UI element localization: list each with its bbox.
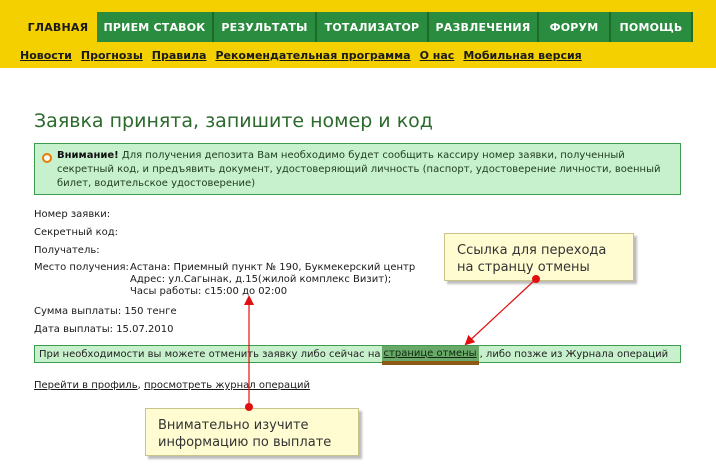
tab-bets[interactable]: ПРИЕМ СТАВОК (97, 12, 214, 42)
place-label: Место получения: (34, 262, 129, 273)
profile-links (34, 380, 310, 391)
tab-entertainment[interactable]: РАЗВЛЕЧЕНИЯ (429, 12, 539, 42)
tab-help[interactable]: ПОМОЩЬ (611, 12, 693, 42)
tab-totalizator[interactable]: ТОТАЛИЗАТОР (317, 12, 429, 42)
tab-results[interactable]: РЕЗУЛЬТАТЫ (214, 12, 317, 42)
tab-main[interactable]: ГЛАВНАЯ (19, 12, 97, 42)
amount-text: Сумма выплаты: 150 тенге (34, 305, 177, 317)
place-line-hours: Часы работы: с15:00 до 02:00 (130, 286, 288, 297)
main-tabs (19, 12, 693, 42)
field-date (34, 320, 415, 338)
notice-body: Для получения депозита Вам необходимо будет сообщить кассиру номер заявки, полученный секретный код, и предъявить документ, удостоверяющий личность (паспорт, удостоверение личности, военный билет, водительское удостоверение) (57, 150, 661, 189)
cancel-page-link[interactable]: странице отмены (383, 347, 477, 359)
payout-hint-callout: Внимательно изучите информацию по выплате (145, 408, 359, 456)
profile-links-separator: , (137, 380, 144, 391)
field-secret-code (34, 223, 415, 241)
secret-code-label: Секретный код: (34, 226, 119, 238)
go-to-profile-link[interactable]: Перейти в профиль (34, 380, 138, 391)
sublink-predictions[interactable]: Прогнозы (80, 49, 143, 62)
recipient-label: Получатель: (34, 244, 100, 256)
sublink-referral-program[interactable]: Рекомендательная программа (215, 49, 411, 62)
field-recipient (34, 241, 415, 259)
deposit-notice (34, 143, 681, 195)
sublink-news[interactable]: Новости (20, 49, 72, 62)
field-place (34, 262, 415, 298)
sublink-about[interactable]: О нас (419, 49, 455, 62)
warning-bullet-icon (42, 153, 52, 163)
place-line-address: Адрес: ул.Сагынак, д.15(жилой комплекс Визит); (130, 274, 392, 285)
place-line-location: Астана: Приемный пункт № 190, Букмекерский центр (130, 262, 416, 273)
cancel-bar (34, 345, 681, 363)
operations-journal-link[interactable]: просмотреть журнал операций (143, 380, 310, 391)
request-details (34, 205, 415, 338)
field-request-number (34, 205, 415, 223)
cancel-hint-arrow (466, 275, 540, 344)
cancel-link-highlight (382, 346, 479, 363)
top-navigation-bar (0, 0, 716, 68)
place-details (130, 262, 415, 298)
cancel-hint-callout: Ссылка для перехода на странцу отмены (444, 233, 634, 281)
tab-forum[interactable]: ФОРУМ (539, 12, 611, 42)
sublink-rules[interactable]: Правила (151, 49, 207, 62)
sub-navigation (20, 49, 582, 62)
request-number-label: Номер заявки: (34, 208, 111, 220)
cancel-text-after: , либо позже из Журнала операций (479, 348, 669, 360)
date-text: Дата выплаты: 15.07.2010 (34, 323, 174, 335)
page-title: Заявка принята, запишите номер и код (34, 110, 433, 132)
notice-strong: Внимание! (57, 150, 119, 161)
cancel-text-before: При необходимости вы можете отменить заявку либо сейчас на (39, 348, 381, 360)
notice-text (57, 149, 672, 191)
sublink-mobile[interactable]: Мобильная версия (463, 49, 582, 62)
field-amount (34, 302, 415, 320)
